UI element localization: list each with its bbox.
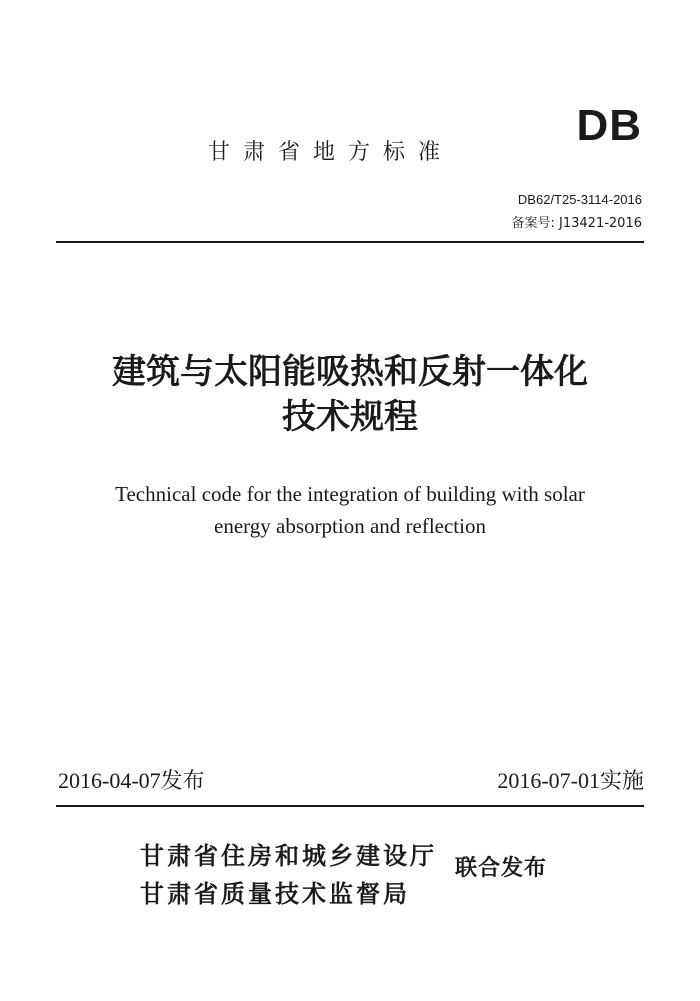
bottom-divider <box>56 805 644 807</box>
implementation-date: 2016-07-01实施 <box>497 768 644 793</box>
db-standard-mark: DB <box>576 101 642 150</box>
issuing-authorities <box>140 837 437 913</box>
provincial-standard-label: 甘肃省地方标准 <box>208 140 454 165</box>
issuer-quality-bureau: 甘肃省质量技术监督局 <box>140 880 410 908</box>
record-number: 备案号: J13421-2016 <box>511 216 642 231</box>
english-title-line-2: energy absorption and reflection <box>214 514 486 538</box>
chinese-title-line-2: 技术规程 <box>282 397 418 437</box>
chinese-title <box>0 350 700 440</box>
chinese-title-line-1: 建筑与太阳能吸热和反射一体化 <box>112 352 588 392</box>
issue-date: 2016-04-07发布 <box>58 768 205 793</box>
joint-release-label: 联合发布 <box>455 856 548 881</box>
issuer-housing-department: 甘肃省住房和城乡建设厅 <box>140 842 437 870</box>
standard-number: DB62/T25-3114-2016 <box>517 192 642 207</box>
english-title <box>0 478 700 542</box>
english-title-line-1: Technical code for the integration of building with solar <box>115 482 585 506</box>
top-divider <box>56 241 644 243</box>
